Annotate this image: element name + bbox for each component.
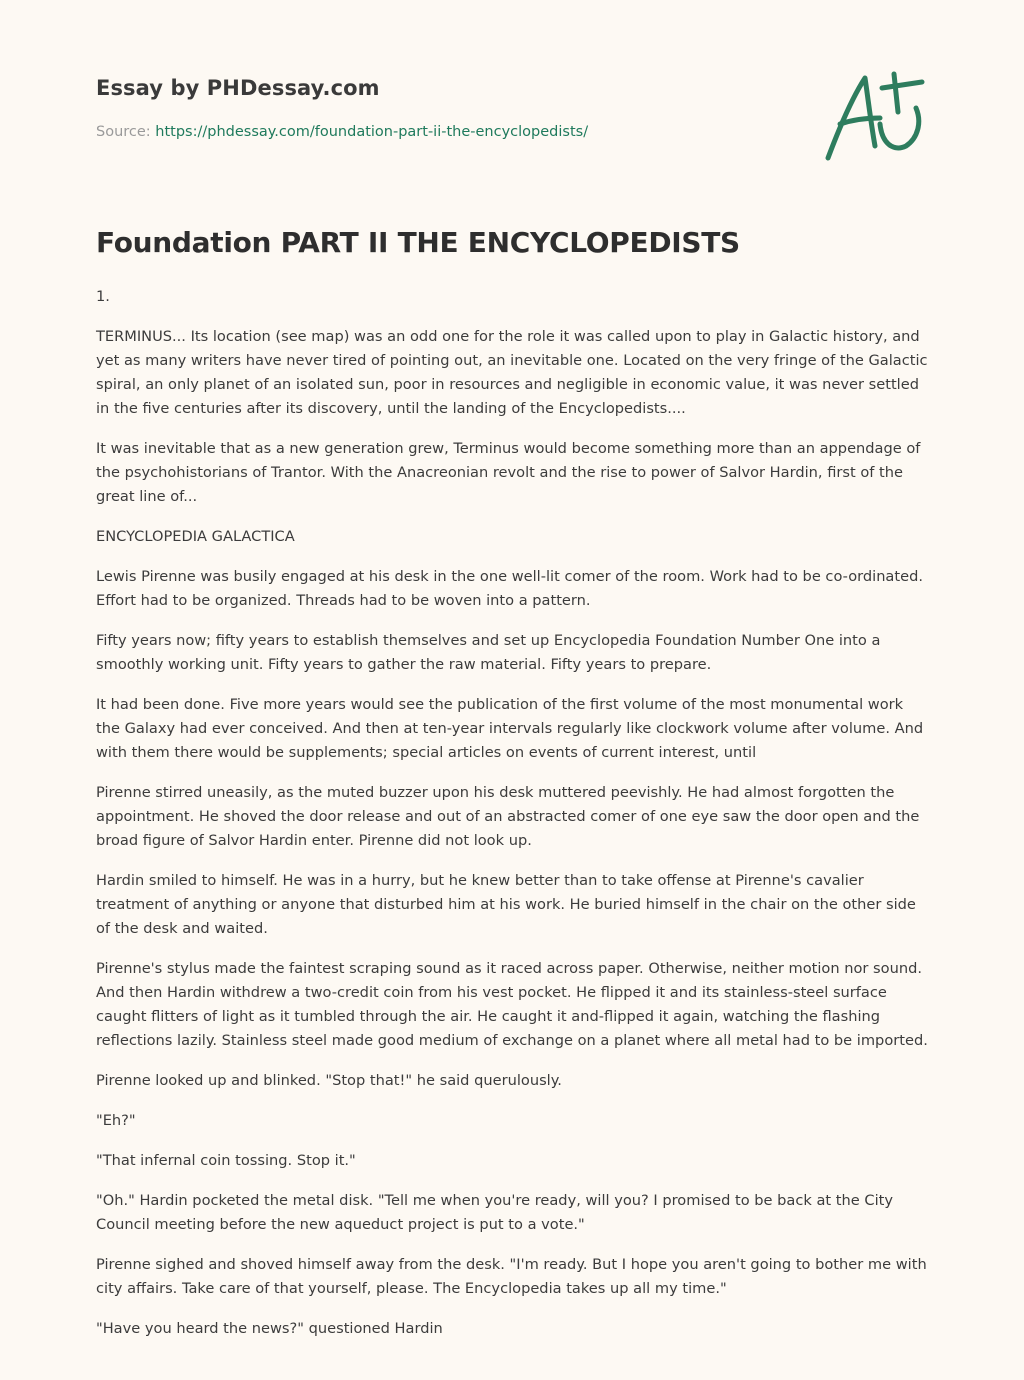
paragraph: Hardin smiled to himself. He was in a hurry, but he knew better than to take offense at Pirenne's cavalier treatment of anything or anyone that disturbed him at his work. He buried himself in the chair on the other side of the desk and waited.	[96, 872, 916, 937]
paragraph: It was inevitable that as a new generation grew, Terminus would become something more than an appendage of the psychohistorians of Trantor. With the Anacreonian revolt and the rise to power of Salvor Hardin, first of the great line of...	[96, 440, 921, 505]
paragraph: It had been done. Five more years would see the publication of the first volume of the most monumental work the Galaxy had ever conceived. And then at ten-year intervals regularly like clockwork volume after volume. And with them there would be supplements; special articles on events of current interest, until	[96, 696, 924, 761]
paragraph: "Have you heard the news?" questioned Hardin	[96, 1320, 443, 1337]
paragraph: 1.	[96, 288, 110, 305]
source-link[interactable]: https://phdessay.com/foundation-part-ii-the-encyclopedists/	[155, 124, 589, 140]
paragraph: "Eh?"	[96, 1112, 136, 1129]
paragraph: "Oh." Hardin pocketed the metal disk. "Tell me when you're ready, will you? I promised to be back at the City Council meeting before the new aqueduct project is put to a vote."	[96, 1192, 893, 1233]
paragraph: TERMINUS... Its location (see map) was an odd one for the role it was called upon to play in Galactic history, and yet as many writers have never tired of pointing out, an inevitable one. Located on the very fringe of the Galactic spiral, an only planet of an isolated sun, poor in resources and negligible in economic value, it was never settled in the five centuries after its discovery, until the landing of the Encyclopedists....	[96, 328, 928, 417]
paragraph: Pirenne's stylus made the faintest scraping sound as it raced across paper. Otherwise, neither motion nor sound. And then Hardin withdrew a two-credit coin from his vest pocket. He flipped it and its stainless-steel surface caught flitters of light as it tumbled through the air. He caught it and-flipped it again, watching the flashing reflections lazily. Stainless steel made good medium of exchange on a planet where all metal had to be imported.	[96, 960, 928, 1049]
paragraph: Pirenne stirred uneasily, as the muted buzzer upon his desk muttered peevishly. He had almost forgotten the appointment. He shoved the door release and out of an abstracted comer of one eye saw the door open and the broad figure of Salvor Hardin enter. Pirenne did not look up.	[96, 784, 920, 849]
paragraph: Lewis Pirenne was busily engaged at his desk in the one well-lit comer of the room. Work had to be co-ordinated. Effort had to be organized. Threads had to be woven into a pattern.	[96, 568, 923, 609]
paragraph: ENCYCLOPEDIA GALACTICA	[96, 528, 295, 545]
essay-title: Foundation PART II THE ENCYCLOPEDISTS	[96, 226, 740, 259]
source-line	[96, 124, 588, 140]
a-plus-logo-icon	[818, 68, 930, 168]
paragraph: Pirenne sighed and shoved himself away from the desk. "I'm ready. But I hope you aren't going to bother me with city affairs. Take care of that yourself, please. The Encyclopedia takes up all my time."	[96, 1256, 927, 1297]
paragraph: Fifty years now; fifty years to establish themselves and set up Encyclopedia Foundation Number One into a smoothly working unit. Fifty years to gather the raw material. Fifty years to prepare.	[96, 632, 881, 673]
paragraph: Pirenne looked up and blinked. "Stop that!" he said querulously.	[96, 1072, 562, 1089]
essay-body	[96, 285, 930, 1357]
site-title: Essay by PHDessay.com	[96, 76, 380, 100]
source-label: Source:	[96, 124, 156, 140]
paragraph: "That infernal coin tossing. Stop it."	[96, 1152, 356, 1169]
